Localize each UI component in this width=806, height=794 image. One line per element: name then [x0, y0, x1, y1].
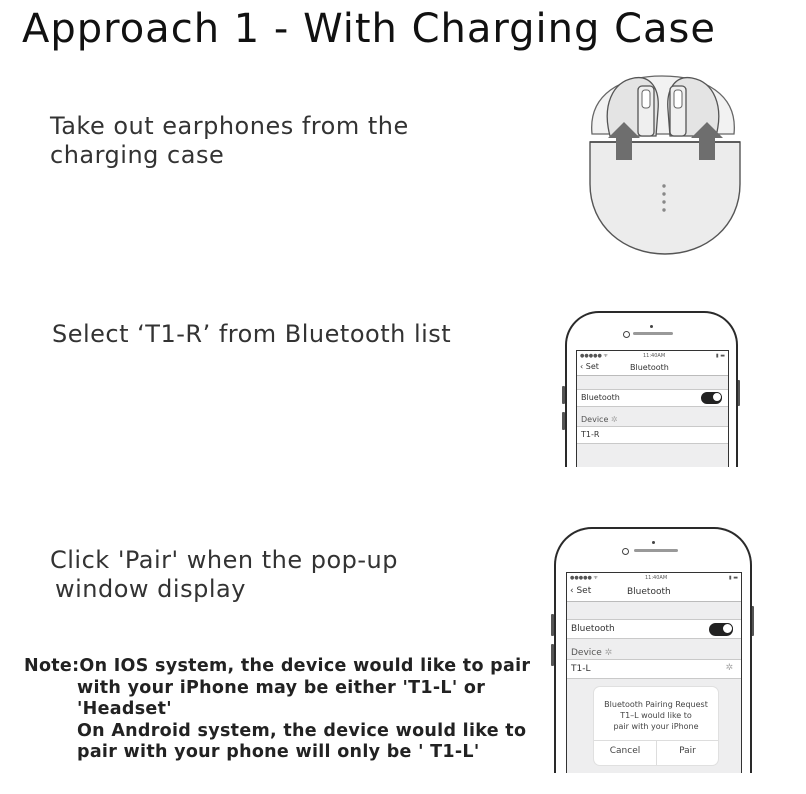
device-name: T1-R [581, 430, 600, 439]
step-1-text [50, 112, 409, 170]
step-3-line-1: Click 'Pair' when the pop-up [50, 546, 398, 574]
case-body [590, 142, 740, 254]
dialog-title: Bluetooth Pairing Request [604, 700, 708, 709]
bluetooth-toggle[interactable] [701, 392, 722, 404]
note-block [24, 656, 530, 764]
front-camera-icon [622, 548, 629, 555]
speaker-dot [650, 325, 653, 328]
back-button[interactable]: ‹ Set [580, 362, 599, 371]
cancel-button[interactable]: Cancel [609, 746, 641, 756]
phone-1-screen [576, 350, 729, 467]
step-2-text [52, 320, 451, 349]
bluetooth-label: Bluetooth [581, 393, 620, 402]
device-name: T1-L [571, 664, 591, 674]
phone-2-mockup [554, 527, 752, 773]
nav-title: Bluetooth [630, 363, 669, 372]
speaker-dot [652, 541, 655, 544]
device-header: Device ✲ [571, 648, 613, 658]
device-header: Device ✲ [581, 415, 618, 424]
bluetooth-toggle-row [567, 619, 741, 639]
phone-1-mockup [565, 311, 738, 467]
pairing-dialog [594, 687, 718, 765]
note-line: On IOS system, the device would like to pair [79, 656, 531, 676]
bluetooth-label: Bluetooth [571, 624, 615, 634]
device-row-t1-r[interactable] [577, 426, 728, 444]
step-2-line-1: Select ‘T1-R’ from Bluetooth list [52, 320, 452, 348]
bluetooth-toggle-row [577, 389, 728, 407]
front-camera-icon [623, 331, 630, 338]
note-line: On Android system, the device would like to [77, 720, 527, 741]
earpiece-slot [634, 549, 678, 552]
status-time: 11:40AM [645, 575, 668, 581]
step-3-text [50, 546, 398, 604]
page-title: Approach 1 - With Charging Case [22, 6, 716, 52]
note-label: Note: [24, 656, 80, 676]
note-line: with your iPhone may be either 'T1-L' or [77, 677, 486, 698]
status-bar: ●●●●● ᯤ 11:40AM ▮ ▬ [577, 351, 728, 361]
back-button[interactable]: ‹ Set [570, 586, 592, 596]
back-label: Set [576, 586, 592, 596]
note-line: 'Headset' [77, 699, 172, 719]
dialog-message: T1–L would like to [620, 711, 692, 720]
step-3-line-2: window display [55, 575, 246, 603]
dialog-message: pair with your iPhone [613, 722, 699, 731]
back-label: Set [585, 362, 599, 371]
status-bar: ●●●●● ᯤ 11:40AM ▮ ▬ [567, 573, 741, 583]
step-1-line-2: charging case [50, 141, 225, 169]
phone-2-screen [566, 572, 742, 773]
nav-bar [577, 361, 728, 376]
earpiece-slot [633, 332, 673, 335]
note-line: pair with your phone will only be ' T1-L' [77, 742, 480, 762]
charging-case-illustration [582, 66, 748, 260]
status-time: 11:40AM [643, 353, 666, 359]
nav-title: Bluetooth [627, 587, 671, 597]
loading-spinner-icon: ✲ [725, 663, 733, 673]
pair-button[interactable]: Pair [679, 746, 696, 756]
device-row-t1-l[interactable] [567, 659, 741, 679]
bluetooth-toggle[interactable] [709, 623, 733, 636]
step-1-line-1: Take out earphones from the [50, 112, 409, 140]
nav-bar [567, 583, 741, 602]
